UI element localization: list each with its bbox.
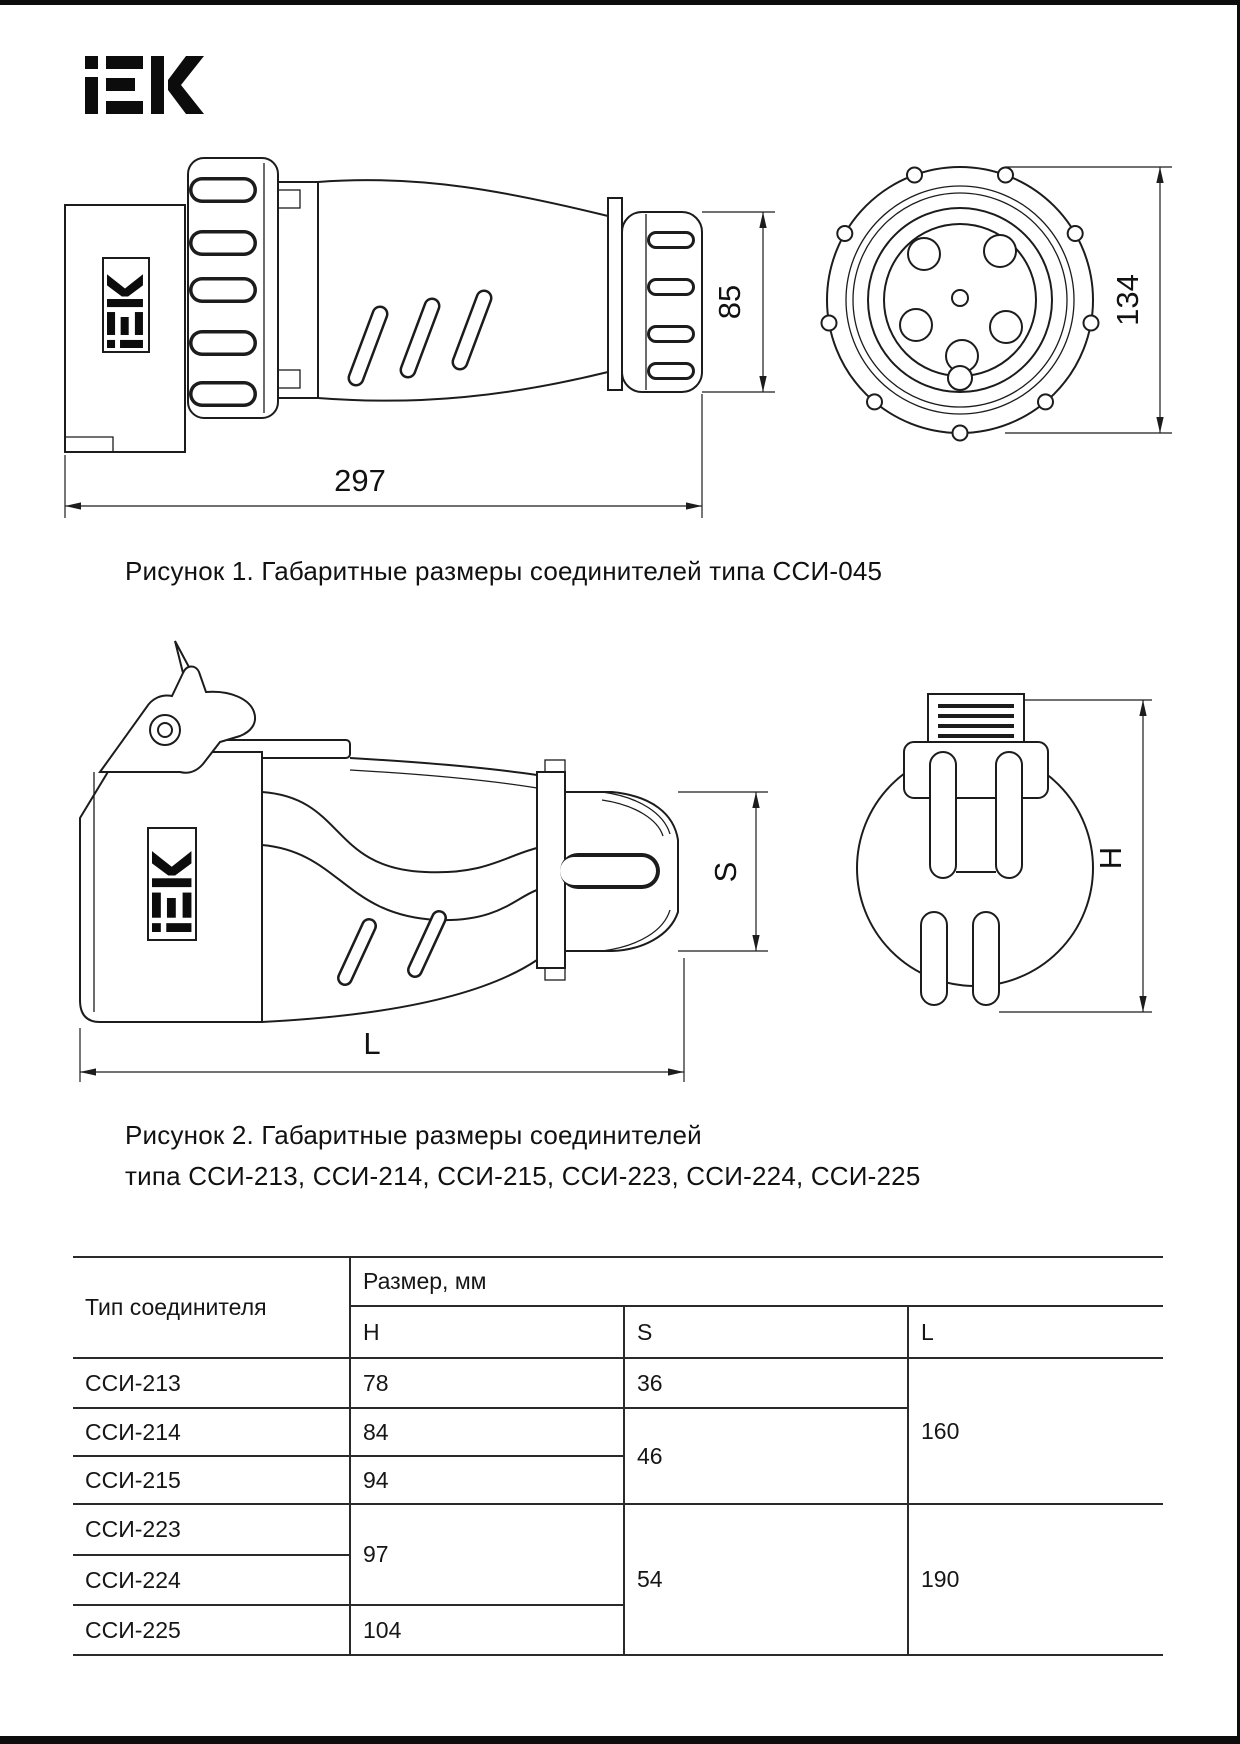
- cell-type-213: ССИ-213: [73, 1358, 350, 1408]
- cell-h-214: 84: [350, 1408, 624, 1456]
- cell-type-215: ССИ-215: [73, 1456, 350, 1504]
- fig2-dim-cap-label: S: [708, 861, 743, 883]
- fig1-dim-length-label: 297: [334, 463, 386, 498]
- figure2-caption: [125, 1115, 921, 1197]
- fig1-dim-diameter-label: 134: [1110, 274, 1145, 326]
- dimensions-table: [73, 1256, 1163, 1656]
- fig2-back-latch: [904, 694, 1048, 878]
- cell-s-213: 36: [624, 1358, 908, 1408]
- table-header-s: S: [624, 1306, 908, 1358]
- table-header-size: Размер, мм: [350, 1257, 1163, 1306]
- table-header-h: H: [350, 1306, 624, 1358]
- cell-h-223-224: 97: [350, 1504, 624, 1605]
- cell-type-214: ССИ-214: [73, 1408, 350, 1456]
- fig2-dim-length-label: L: [363, 1026, 381, 1061]
- figure1-caption: Рисунок 1. Габаритные размеры соединителей типа ССИ-045: [125, 556, 883, 586]
- cell-type-225: ССИ-225: [73, 1605, 350, 1655]
- fig2-grip-slots: [345, 918, 439, 978]
- cell-s-214-215: 46: [624, 1408, 908, 1504]
- fig2-dim-height-label: H: [1093, 846, 1128, 870]
- table-header-l: L: [908, 1306, 1163, 1358]
- table-header-type: Тип соединителя: [73, 1257, 350, 1358]
- cell-l-223-225: 190: [908, 1504, 1163, 1655]
- figure2-caption-line1: Рисунок 2. Габаритные размеры соединителей: [125, 1120, 702, 1150]
- figure2-back-view: [857, 694, 1093, 1005]
- fig1-pin-holes: [900, 235, 1022, 390]
- figure2-caption-line2: типа ССИ-213, ССИ-214, ССИ-215, ССИ-223, ССИ-224, ССИ-225: [125, 1161, 921, 1191]
- cell-h-213: 78: [350, 1358, 624, 1408]
- cell-h-215: 94: [350, 1456, 624, 1504]
- table-row: [73, 1358, 1163, 1408]
- table-row: [73, 1504, 1163, 1555]
- figure1-side-view: [65, 158, 702, 452]
- brand-logo: [85, 56, 204, 114]
- fig1-dim-cap-height-label: 85: [712, 284, 747, 320]
- figure2-side-view: [80, 641, 678, 1022]
- cell-s-223-225: 54: [624, 1504, 908, 1655]
- fig2-back-feet: [921, 912, 999, 1005]
- cell-l-213-215: 160: [908, 1358, 1163, 1504]
- figure1-front-view: [822, 167, 1099, 441]
- cell-type-224: ССИ-224: [73, 1555, 350, 1605]
- cell-type-223: ССИ-223: [73, 1504, 350, 1555]
- cell-h-225: 104: [350, 1605, 624, 1655]
